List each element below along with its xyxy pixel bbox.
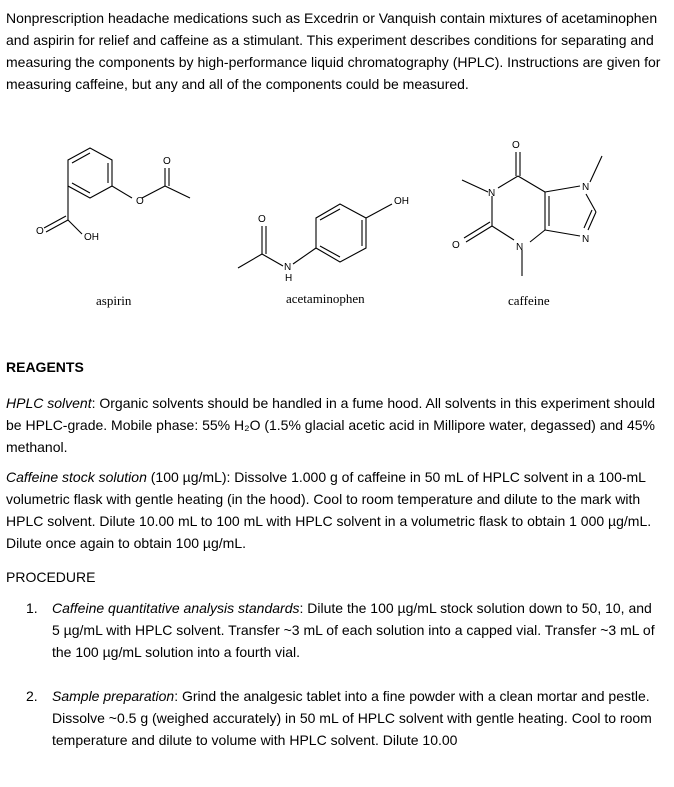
stock-solution-paragraph: [6, 466, 668, 554]
caffeine-structure: [462, 152, 602, 276]
acetaminophen-o: O: [258, 214, 266, 225]
stock-solution-term: Caffeine stock solution: [6, 469, 147, 485]
aspirin-o-carbonyl: O: [163, 156, 171, 167]
acetaminophen-n: N: [284, 262, 292, 273]
step-number: 2.: [26, 688, 38, 704]
step-text: : Grind the analgesic tablet into a fine powder with a clean mortar and pestle. Dissolve ~0.5 g (weighed accurately) in 50 mL of HPLC solvent with gentle heating. Cool to room temperature and dilute to volume with HPLC solvent. Dilute 10.00: [52, 688, 652, 748]
hplc-solvent-text: : Organic solvents should be handled in a fume hood. All solvents in this experiment should be HPLC-grade. Mobile phase: 55% H₂O (1.5% glacial acetic acid in Millipore water, degassed) and 45% methanol.: [6, 395, 656, 455]
caffeine-n7: N: [582, 182, 590, 193]
aspirin-oh: OH: [84, 232, 99, 243]
acetaminophen-oh: OH: [394, 196, 409, 207]
step-text: : Dilute the 100 µg/mL stock solution down to 50, 10, and 5 µg/mL with HPLC solvent. Transfer ~3 mL of each solution into a capped vial. Transfer ~3 mL of the 100 µg/mL solution into a fourth vial.: [52, 600, 655, 660]
aspirin-o-ester: O: [136, 196, 144, 207]
step-term: Caffeine quantitative analysis standards: [52, 600, 300, 616]
reagents-heading: REAGENTS: [6, 359, 84, 375]
stock-solution-text: (100 µg/mL): Dissolve 1.000 g of caffeine in 50 mL of HPLC solvent in a 100-mL volumetric flask with gentle heating (in the hood). Cool to room temperature and dilute to the mark with HPLC solvent. Dilute 10.00 mL to 100 mL with HPLC solvent in a volumetric flask to obtain 1 000 µg/mL. Dilute once again to obtain 100 µg/mL.: [6, 469, 652, 551]
aspirin-label: aspirin: [96, 293, 132, 308]
step-term: Sample preparation: [52, 688, 175, 704]
caffeine-n3: N: [516, 242, 524, 253]
acetaminophen-label: acetaminophen: [286, 291, 365, 306]
step-body: [52, 685, 656, 751]
step-number: 1.: [26, 600, 38, 616]
chemical-structures: [0, 130, 674, 330]
step-body: [52, 597, 656, 663]
caffeine-o-left: O: [452, 240, 460, 251]
acetaminophen-h: H: [285, 273, 293, 284]
caffeine-n1: N: [488, 188, 496, 199]
intro-paragraph: Nonprescription headache medications such as Excedrin or Vanquish contain mixtures of acetaminophen and aspirin for relief and caffeine as a stimulant. This experiment describes conditions for separating and measuring the components by high-performance liquid chromatography (HPLC). Instructions are given for measuring caffeine, but any and all of the components could be measured.: [6, 10, 661, 92]
caffeine-n9: N: [582, 234, 590, 245]
procedure-heading: PROCEDURE: [6, 569, 96, 585]
hplc-solvent-paragraph: [6, 392, 668, 458]
caffeine-label: caffeine: [508, 293, 550, 308]
caffeine-o-top: O: [512, 140, 520, 151]
aspirin-o-acid: O: [36, 226, 44, 237]
hplc-solvent-term: HPLC solvent: [6, 395, 92, 411]
